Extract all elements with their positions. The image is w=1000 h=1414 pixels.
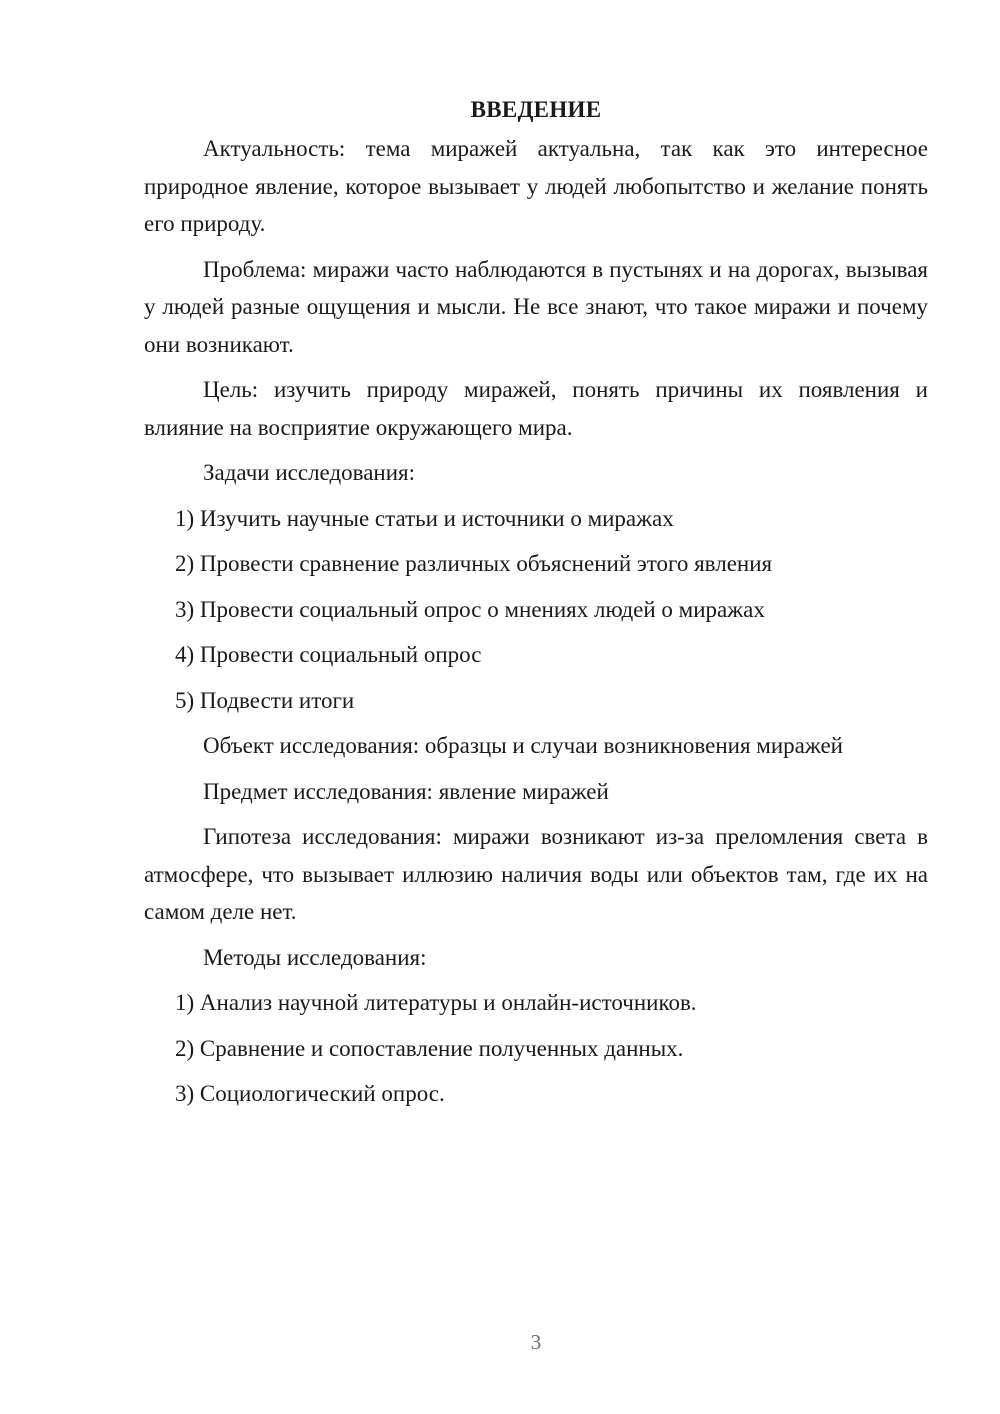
task-item: 5) Подвести итоги <box>175 687 355 713</box>
page-number: 3 <box>530 1330 542 1354</box>
section-heading: ВВЕДЕНИЕ <box>470 97 602 122</box>
task-item: 3) Провести социальный опрос о мнениях людей о миражах <box>175 596 765 622</box>
relevance-paragraph: Актуальность: тема миражей актуальна, так как это интересное природное явление, которое вызывает у людей любопытство и желание понять его природу. <box>144 136 928 236</box>
task-item: 2) Провести сравнение различных объяснений этого явления <box>175 551 773 576</box>
page-content <box>144 92 928 1121</box>
method-item: 1) Анализ научной литературы и онлайн-источников. <box>175 990 697 1015</box>
task-item: 4) Провести социальный опрос <box>175 642 482 667</box>
research-subject: Предмет исследования: явление миражей <box>203 778 609 804</box>
goal-paragraph: Цель: изучить природу миражей, понять причины их появления и влияние на восприятие окружающего мира. <box>144 377 928 440</box>
research-object: Объект исследования: образцы и случаи возникновения миражей <box>203 733 843 758</box>
hypothesis-paragraph: Гипотеза исследования: миражи возникают из-за преломления света в атмосфере, что вызывает иллюзию наличия воды или объектов там, где их на самом деле нет. <box>144 824 928 924</box>
problem-paragraph: Проблема: миражи часто наблюдаются в пустынях и на дорогах, вызывая у людей разные ощущения и мысли. Не все знают, что такое миражи и почему они возникают. <box>144 256 928 357</box>
tasks-title: Задачи исследования: <box>203 460 416 485</box>
method-item: 3) Социологический опрос. <box>175 1081 445 1106</box>
methods-title: Методы исследования: <box>203 944 427 970</box>
task-item: 1) Изучить научные статьи и источники о миражах <box>175 505 674 531</box>
method-item: 2) Сравнение и сопоставление полученных данных. <box>175 1035 684 1061</box>
